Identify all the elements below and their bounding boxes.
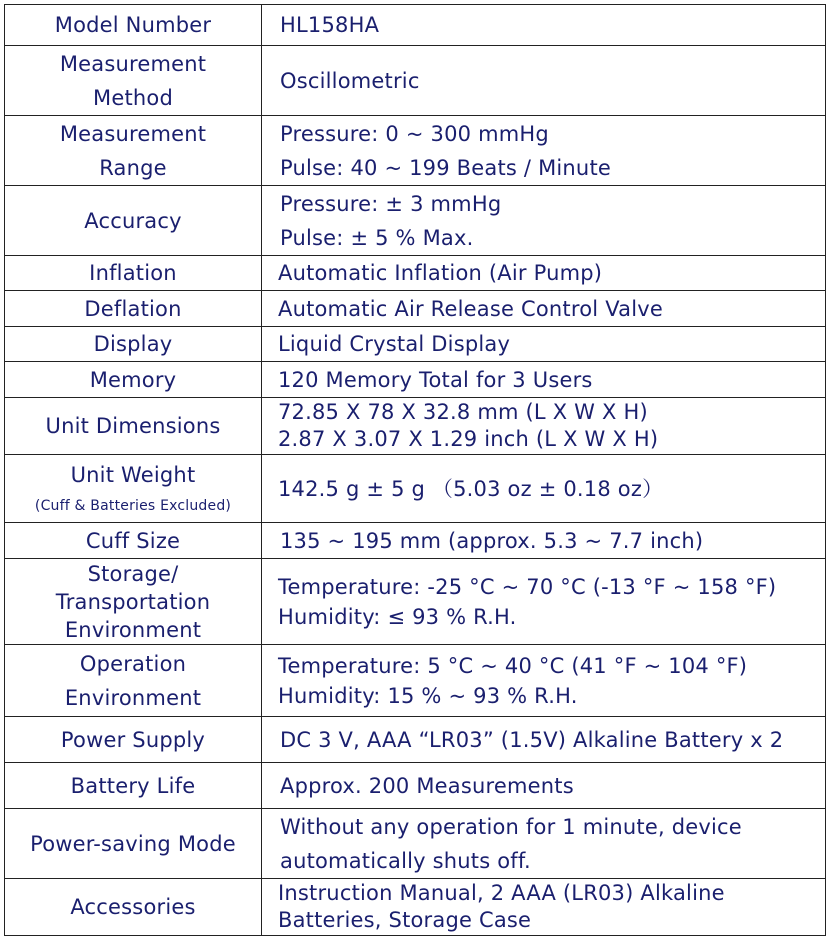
table-row bbox=[5, 559, 826, 645]
label-line: Accuracy bbox=[84, 208, 182, 233]
value-line: Instruction Manual, 2 AAA (LR03) Alkaline bbox=[278, 881, 725, 905]
spec-table bbox=[4, 4, 826, 936]
table-row bbox=[5, 809, 826, 879]
spec-label bbox=[5, 398, 262, 455]
value-line: Without any operation for 1 minute, device bbox=[280, 814, 742, 839]
spec-value bbox=[262, 327, 826, 362]
spec-value bbox=[262, 455, 826, 523]
label-line: Display bbox=[93, 332, 173, 356]
spec-label bbox=[5, 645, 262, 717]
label-line: Operation bbox=[79, 651, 187, 676]
label-line: Unit Weight bbox=[70, 462, 196, 487]
spec-label bbox=[5, 186, 262, 256]
table-row bbox=[5, 717, 826, 763]
value-line: DC 3 V, AAA “LR03” (1.5V) Alkaline Battery x 2 bbox=[280, 727, 784, 752]
table-row bbox=[5, 5, 826, 46]
value-line: 135 ~ 195 mm (approx. 5.3 ~ 7.7 inch) bbox=[280, 528, 704, 553]
label-line: Transportation bbox=[55, 589, 211, 614]
value-line: Oscillometric bbox=[280, 68, 420, 93]
spec-value bbox=[262, 879, 826, 936]
spec-value bbox=[262, 763, 826, 809]
value-line: Temperature: 5 °C ~ 40 °C (41 °F ~ 104 °F) bbox=[278, 653, 748, 678]
spec-value bbox=[262, 717, 826, 763]
value-line: 2.87 X 3.07 X 1.29 inch (L X W X H) bbox=[278, 427, 659, 451]
label-line: Power Supply bbox=[60, 727, 206, 752]
value-line: Liquid Crystal Display bbox=[278, 332, 511, 356]
spec-label bbox=[5, 327, 262, 362]
spec-value bbox=[262, 46, 826, 116]
label-line: Memory bbox=[89, 367, 177, 392]
spec-label bbox=[5, 291, 262, 327]
value-line: Temperature: -25 °C ~ 70 °C (-13 °F ~ 158 °F) bbox=[278, 574, 777, 599]
spec-label bbox=[5, 362, 262, 398]
table-row bbox=[5, 186, 826, 256]
table-row bbox=[5, 291, 826, 327]
table-row bbox=[5, 256, 826, 291]
label-line: Environment bbox=[64, 617, 202, 642]
value-line: Automatic Air Release Control Valve bbox=[278, 296, 663, 321]
spec-label bbox=[5, 46, 262, 116]
spec-value bbox=[262, 645, 826, 717]
spec-label bbox=[5, 256, 262, 291]
table-row bbox=[5, 879, 826, 936]
spec-label bbox=[5, 5, 262, 46]
spec-label bbox=[5, 763, 262, 809]
value-line: 120 Memory Total for 3 Users bbox=[278, 367, 593, 392]
label-line: Model Number bbox=[54, 13, 212, 37]
table-row bbox=[5, 398, 826, 455]
value-line: Automatic Inflation (Air Pump) bbox=[278, 261, 603, 285]
label-line: Unit Dimensions bbox=[45, 414, 221, 438]
label-line: Accessories bbox=[70, 895, 196, 919]
table-row bbox=[5, 46, 826, 116]
label-line: Cuff Size bbox=[85, 528, 181, 553]
value-line: Pulse: ± 5 % Max. bbox=[280, 225, 474, 250]
table-row bbox=[5, 116, 826, 186]
value-line: Approx. 200 Measurements bbox=[280, 773, 574, 798]
value-line: Batteries, Storage Case bbox=[278, 908, 532, 932]
spec-label bbox=[5, 559, 262, 645]
spec-value bbox=[262, 256, 826, 291]
spec-value bbox=[262, 116, 826, 186]
spec-value bbox=[262, 5, 826, 46]
label-line: Measurement bbox=[59, 51, 207, 76]
value-line: HL158HA bbox=[280, 13, 380, 37]
table-row bbox=[5, 523, 826, 559]
spec-value bbox=[262, 559, 826, 645]
value-line: automatically shuts off. bbox=[280, 848, 531, 873]
label-line: Battery Life bbox=[70, 773, 196, 798]
table-row bbox=[5, 763, 826, 809]
table-row bbox=[5, 645, 826, 717]
label-line: Method bbox=[93, 85, 173, 110]
spec-label bbox=[5, 455, 262, 523]
spec-value bbox=[262, 291, 826, 327]
table-row bbox=[5, 455, 826, 523]
value-line: Humidity: 15 % ~ 93 % R.H. bbox=[278, 683, 578, 708]
spec-label bbox=[5, 116, 262, 186]
value-line: Humidity: ≤ 93 % R.H. bbox=[278, 604, 517, 629]
spec-value bbox=[262, 362, 826, 398]
spec-value bbox=[262, 186, 826, 256]
spec-label bbox=[5, 523, 262, 559]
table-row bbox=[5, 362, 826, 398]
label-line: Inflation bbox=[89, 261, 177, 285]
table-row bbox=[5, 327, 826, 362]
spec-value bbox=[262, 523, 826, 559]
label-note: (Cuff & Batteries Excluded) bbox=[34, 497, 232, 514]
label-line: Deflation bbox=[84, 296, 182, 321]
spec-label bbox=[5, 809, 262, 879]
spec-label bbox=[5, 717, 262, 763]
value-line: Pressure: ± 3 mmHg bbox=[280, 191, 502, 216]
spec-label bbox=[5, 879, 262, 936]
value-line: 142.5 g ± 5 g （5.03 oz ± 0.18 oz） bbox=[278, 476, 664, 501]
value-line: Pressure: 0 ~ 300 mmHg bbox=[280, 121, 549, 146]
label-line: Range bbox=[99, 155, 167, 180]
label-line: Power-saving Mode bbox=[30, 831, 236, 856]
spec-value bbox=[262, 398, 826, 455]
spec-value bbox=[262, 809, 826, 879]
label-line: Measurement bbox=[59, 121, 207, 146]
label-line: Storage/ bbox=[87, 561, 179, 586]
value-line: Pulse: 40 ~ 199 Beats / Minute bbox=[280, 155, 611, 180]
label-line: Environment bbox=[64, 685, 202, 710]
value-line: 72.85 X 78 X 32.8 mm (L X W X H) bbox=[278, 400, 648, 424]
